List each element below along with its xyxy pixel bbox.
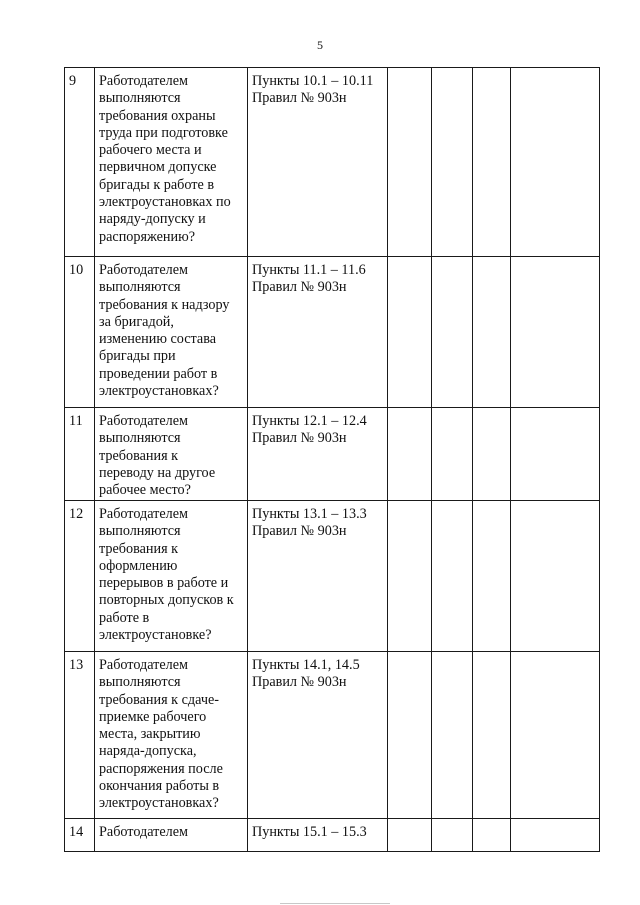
- question-line: требования к: [99, 447, 179, 464]
- reference-line: Пункты 15.1 – 15.3: [252, 824, 367, 840]
- answer-cell-no[interactable]: [432, 408, 473, 501]
- reference-line: Правил № 903н: [252, 674, 347, 691]
- question-cell: [95, 652, 248, 819]
- answer-cell-na[interactable]: [473, 68, 511, 257]
- question-line: повторных допусков к: [99, 592, 234, 609]
- table-row: [65, 652, 600, 819]
- reference-line: Пункты 13.1 – 13.3: [252, 506, 367, 522]
- question-line: бригады к работе в: [99, 176, 215, 193]
- reference-line: Правил № 903н: [252, 279, 347, 296]
- reference-cell: [248, 408, 388, 501]
- question-line: выполняются: [99, 674, 181, 691]
- question-line: требования охраны: [99, 107, 216, 124]
- question-line: требования к: [99, 540, 179, 557]
- row-number: 10: [65, 257, 95, 408]
- question-line: окончания работы в: [99, 778, 220, 795]
- question-cell: [95, 501, 248, 652]
- question-line: выполняются: [99, 279, 181, 296]
- answer-cell-no[interactable]: [432, 501, 473, 652]
- question-line: выполняются: [99, 430, 181, 447]
- question-line: переводу на другое: [99, 464, 216, 481]
- question-line: работе в: [99, 609, 150, 626]
- answer-cell-na[interactable]: [473, 819, 511, 852]
- answer-cell-no[interactable]: [432, 819, 473, 852]
- notes-cell[interactable]: [511, 501, 600, 652]
- question-line: распоряжения после: [99, 760, 223, 777]
- reference-line: Пункты 12.1 – 12.4: [252, 413, 367, 429]
- answer-cell-no[interactable]: [432, 652, 473, 819]
- reference-cell: [248, 501, 388, 652]
- question-line: Работодателем: [99, 262, 189, 278]
- question-line: электроустановках?: [99, 795, 219, 812]
- row-number: 13: [65, 652, 95, 819]
- answer-cell-na[interactable]: [473, 257, 511, 408]
- question-line: рабочего места и: [99, 142, 202, 159]
- question-line: требования к сдаче-: [99, 691, 219, 708]
- notes-cell[interactable]: [511, 257, 600, 408]
- table-row: [65, 257, 600, 408]
- page-number: 5: [317, 38, 323, 52]
- table-row: [65, 408, 600, 501]
- scan-artifact-line: [280, 903, 390, 904]
- row-number: 11: [65, 408, 95, 501]
- reference-line: Правил № 903н: [252, 90, 347, 107]
- question-line: выполняются: [99, 90, 181, 107]
- question-line: выполняются: [99, 523, 181, 540]
- question-line: Работодателем: [99, 824, 189, 840]
- notes-cell[interactable]: [511, 652, 600, 819]
- notes-cell[interactable]: [511, 819, 600, 852]
- reference-cell: [248, 257, 388, 408]
- answer-cell-na[interactable]: [473, 652, 511, 819]
- answer-cell-yes[interactable]: [388, 68, 432, 257]
- answer-cell-no[interactable]: [432, 68, 473, 257]
- notes-cell[interactable]: [511, 68, 600, 257]
- question-line: труда при подготовке: [99, 124, 228, 141]
- question-line: проведении работ в: [99, 365, 218, 382]
- question-line: наряда-допуска,: [99, 743, 197, 760]
- question-cell: [95, 819, 248, 852]
- answer-cell-no[interactable]: [432, 257, 473, 408]
- answer-cell-yes[interactable]: [388, 819, 432, 852]
- checklist-table: [64, 67, 600, 852]
- question-line: рабочее место?: [99, 482, 191, 499]
- question-line: Работодателем: [99, 657, 189, 673]
- question-cell: [95, 68, 248, 257]
- question-cell: [95, 257, 248, 408]
- reference-line: Правил № 903н: [252, 430, 347, 447]
- question-line: электроустановке?: [99, 627, 212, 644]
- question-line: приемке рабочего: [99, 708, 207, 725]
- reference-cell: [248, 652, 388, 819]
- reference-line: Пункты 11.1 – 11.6: [252, 262, 366, 278]
- question-line: требования к надзору: [99, 296, 230, 313]
- answer-cell-yes[interactable]: [388, 652, 432, 819]
- reference-line: Пункты 10.1 – 10.11: [252, 73, 374, 89]
- table-row: [65, 68, 600, 257]
- question-cell: [95, 408, 248, 501]
- answer-cell-yes[interactable]: [388, 257, 432, 408]
- row-number: 12: [65, 501, 95, 652]
- question-line: Работодателем: [99, 506, 189, 522]
- question-line: за бригадой,: [99, 313, 174, 330]
- question-line: оформлению: [99, 557, 178, 574]
- question-line: перерывов в работе и: [99, 575, 229, 592]
- answer-cell-yes[interactable]: [388, 408, 432, 501]
- reference-line: Пункты 14.1, 14.5: [252, 657, 360, 673]
- question-line: Работодателем: [99, 413, 189, 429]
- answer-cell-na[interactable]: [473, 408, 511, 501]
- table-row: [65, 501, 600, 652]
- table-row: [65, 819, 600, 852]
- row-number: 14: [65, 819, 95, 852]
- answer-cell-yes[interactable]: [388, 501, 432, 652]
- reference-cell: [248, 819, 388, 852]
- question-line: наряду-допуску и: [99, 211, 206, 228]
- question-line: Работодателем: [99, 73, 189, 89]
- question-line: изменению состава: [99, 331, 217, 348]
- question-line: места, закрытию: [99, 726, 201, 743]
- question-line: электроустановках по: [99, 194, 231, 211]
- question-line: электроустановках?: [99, 383, 219, 400]
- reference-cell: [248, 68, 388, 257]
- question-line: распоряжению?: [99, 228, 195, 245]
- question-line: бригады при: [99, 348, 176, 365]
- question-line: первичном допуске: [99, 159, 217, 176]
- reference-line: Правил № 903н: [252, 523, 347, 540]
- row-number: 9: [65, 68, 95, 257]
- notes-cell[interactable]: [511, 408, 600, 501]
- answer-cell-na[interactable]: [473, 501, 511, 652]
